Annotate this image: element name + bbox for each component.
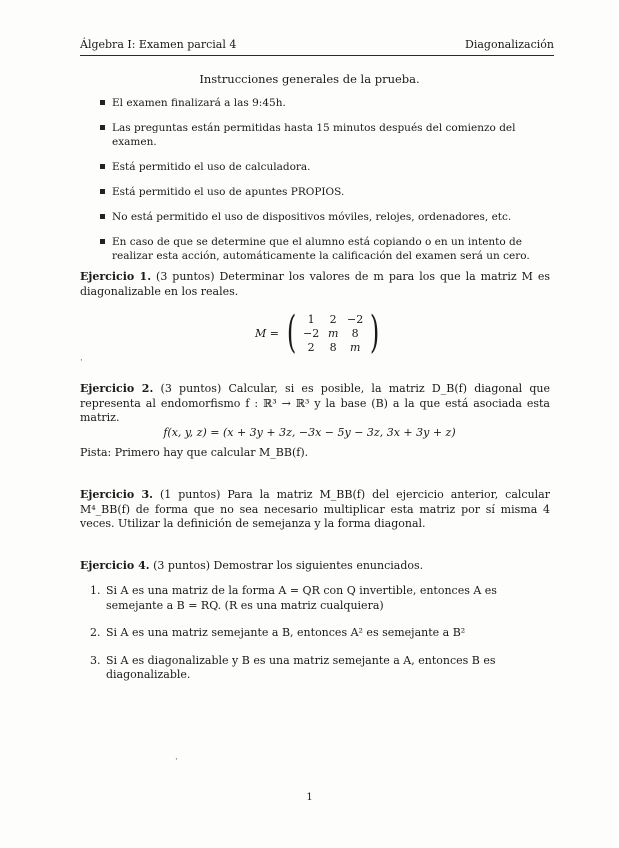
list-item-text: Si A es una matriz de la forma A = QR con Q invertible, entonces A es semejante a B = RQ. (R es una matriz cualquiera): [106, 584, 497, 612]
list-item-number: 3.: [90, 653, 101, 667]
instruction-item: En caso de que se determine que el alumno está copiando o en un intento de realizar esta acción, automáticamente la calificación del examen será un cero.: [100, 235, 555, 263]
list-item-text: Si A es diagonalizable y B es una matriz semejante a A, entonces B es diagonalizable.: [106, 653, 496, 681]
exercise-3-points: (1 puntos): [159, 488, 221, 501]
matrix-grid: [300, 313, 366, 354]
instruction-item: El examen finalizará a las 9:45h.: [100, 96, 555, 110]
exercise-4-points: (3 puntos): [153, 559, 211, 572]
exercise-4-text: Demostrar los siguientes enunciados.: [213, 559, 424, 572]
list-item-text: Si A es una matriz semejante a B, entonces A² es semejante a B²: [106, 626, 466, 639]
header-course-title: Álgebra I: Examen parcial 4: [80, 38, 237, 51]
matrix-cell: 2: [329, 312, 337, 326]
list-item-number: 1.: [90, 584, 101, 597]
instruction-item: No está permitido el uso de dispositivos móviles, relojes, ordenadores, etc.: [100, 210, 555, 224]
exercise-2-title: Ejercicio 2.: [80, 382, 154, 395]
left-paren: (: [286, 307, 297, 358]
instruction-item: Está permitido el uso de apuntes PROPIOS.: [100, 185, 555, 199]
instructions-title: Instrucciones generales de la prueba.: [199, 72, 420, 86]
exercise-4: [80, 559, 550, 574]
exercise-2-formula: f(x, y, z) = (x + 3y + 3z, −3x − 5y − 3z, 3x + 3y + z): [163, 426, 456, 439]
stray-mark: ·: [80, 356, 83, 366]
matrix-cell: 1: [307, 312, 315, 326]
exercise-1-title: Ejercicio 1.: [80, 270, 152, 283]
exercise-4-list: [90, 584, 540, 696]
header-topic: Diagonalización: [465, 38, 554, 51]
exercise-1-text: Determinar los valores de m para los que la matriz M es diagonalizable en los reales.: [80, 270, 551, 298]
header-rule: [80, 55, 554, 56]
matrix-m: [255, 307, 383, 358]
exercise-2-hint: Pista: Primero hay que calcular M_BB(f).: [80, 446, 309, 459]
matrix-cell: 8: [351, 326, 359, 340]
matrix-cell: 8: [329, 340, 337, 354]
page-header: [80, 38, 554, 54]
list-item: [90, 584, 540, 613]
matrix-cell: −2: [347, 312, 364, 326]
instructions-list: [100, 96, 555, 274]
right-paren: ): [370, 307, 380, 358]
list-item: [90, 654, 540, 683]
matrix-cell: m: [327, 326, 339, 340]
instruction-item: Las preguntas están permitidas hasta 15 minutos después del comienzo del examen.: [100, 121, 555, 149]
matrix-cell: −2: [303, 326, 320, 340]
exercise-2-text: Calcular, si es posible, la matriz D_B(f) diagonal que representa al endomorfismo f : ℝ³ → ℝ³ y la base (B) a la que está asociada esta matriz.: [80, 382, 551, 424]
instruction-item: Está permitido el uso de calculadora.: [100, 160, 555, 174]
page-number: 1: [306, 792, 313, 803]
list-item-number: 2.: [90, 626, 101, 639]
matrix-cell: m: [349, 340, 361, 354]
matrix-cell: 2: [307, 340, 315, 354]
exercise-1-points: (3 puntos): [156, 270, 215, 283]
exercise-2: [80, 382, 550, 426]
exercise-3-text: Para la matriz M_BB(f) del ejercicio anterior, calcular M⁴_BB(f) de forma que no sea necesario multiplicar esta matriz por sí misma 4 veces. Utilizar la definición de semejanza y la forma diagonal.: [80, 488, 550, 530]
exercise-3: [80, 488, 550, 532]
stray-mark: ·: [175, 755, 178, 765]
exercise-1: [80, 270, 550, 299]
list-item: [90, 626, 540, 641]
exercise-4-title: Ejercicio 4.: [80, 559, 150, 572]
exercise-3-title: Ejercicio 3.: [80, 488, 154, 501]
exercise-2-points: (3 puntos): [160, 382, 222, 395]
matrix-lhs: M =: [255, 326, 279, 340]
